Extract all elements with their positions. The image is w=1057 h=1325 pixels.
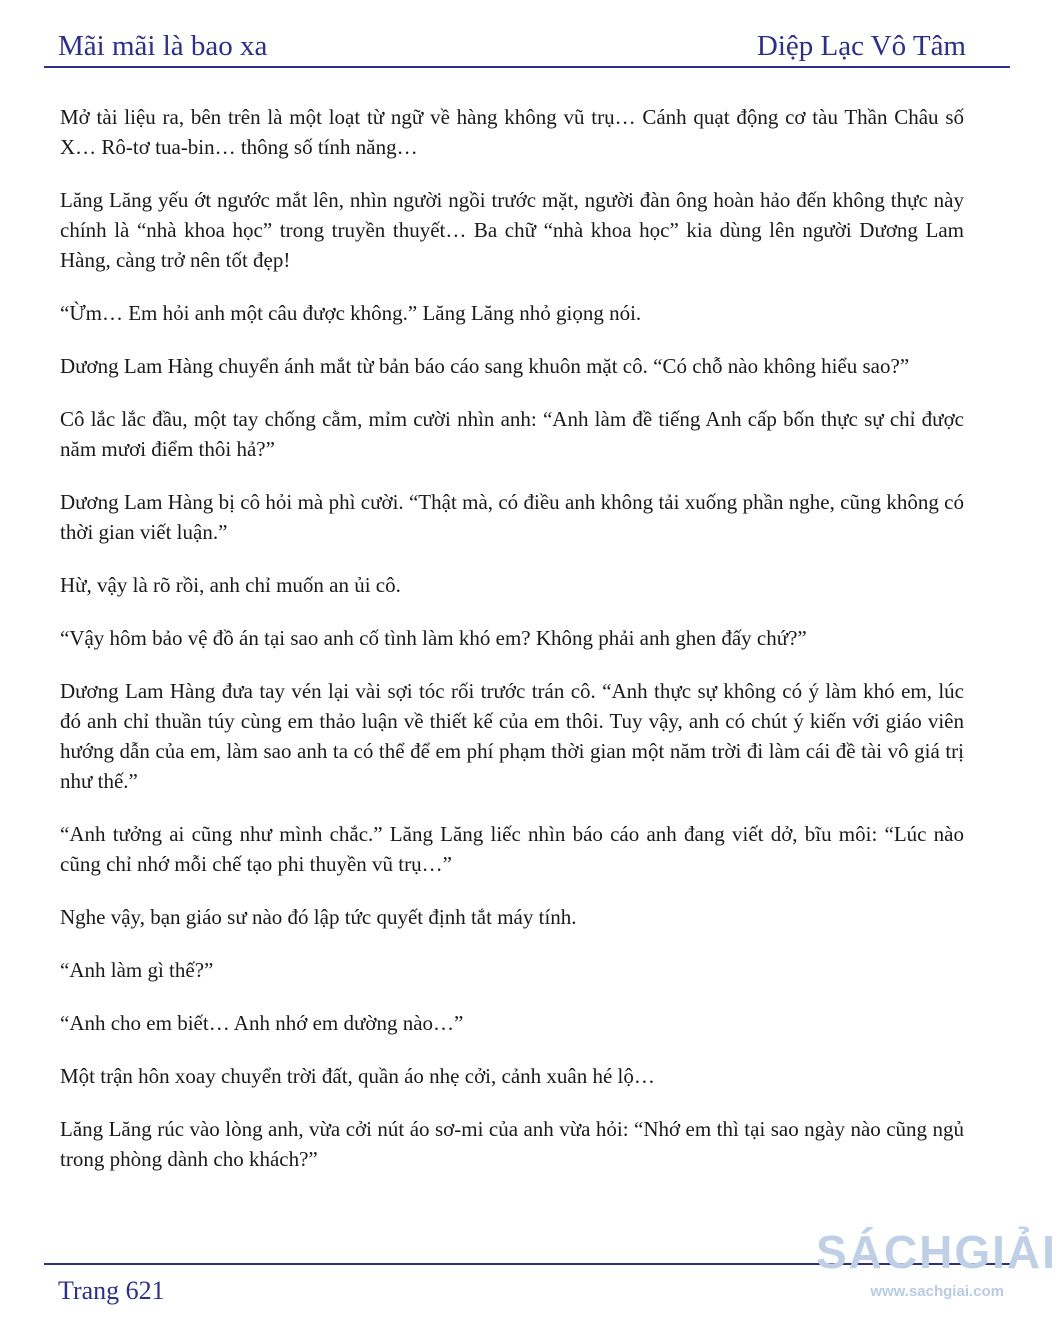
- page-number: Trang 621: [58, 1276, 165, 1305]
- paragraph: Nghe vậy, bạn giáo sư nào đó lập tức quyết định tắt máy tính.: [60, 905, 577, 929]
- paragraph: “Vậy hôm bảo vệ đồ án tại sao anh cố tình làm khó em? Không phải anh ghen đấy chứ?”: [60, 626, 807, 650]
- watermark-logo: [816, 1222, 1057, 1322]
- paragraph: Hừ, vậy là rõ rồi, anh chỉ muốn an ủi cô.: [60, 573, 401, 597]
- header-divider: [44, 66, 1010, 68]
- paragraph: Lăng Lăng yếu ớt ngước mắt lên, nhìn người ngồi trước mặt, người đàn ông hoàn hảo đến không thực này chính là “nhà khoa học” trong truyền thuyết… Ba chữ “nhà khoa học” kia dùng lên người Dương Lam Hàng, càng trở nên tốt đẹp!: [60, 188, 964, 272]
- paragraph: “Anh làm gì thế?”: [60, 958, 214, 982]
- paragraph: Một trận hôn xoay chuyển trời đất, quần áo nhẹ cởi, cảnh xuân hé lộ…: [60, 1064, 655, 1088]
- watermark-url: www.sachgiai.com: [870, 1283, 1004, 1300]
- paragraph: “Anh cho em biết… Anh nhớ em dường nào…”: [60, 1011, 464, 1035]
- paragraph: Mở tài liệu ra, bên trên là một loạt từ ngữ về hàng không vũ trụ… Cánh quạt động cơ tàu Thần Châu số X… Rô-tơ tua-bin… thông số tính năng…: [60, 105, 964, 159]
- paragraph: “Anh tưởng ai cũng như mình chắc.” Lăng Lăng liếc nhìn báo cáo anh đang viết dở, bĩu môi: “Lúc nào cũng chỉ nhớ mỗi chế tạo phi thuyền vũ trụ…”: [60, 822, 964, 876]
- watermark-logo-text: SÁCHGIẢI: [816, 1226, 1057, 1278]
- paragraph: Cô lắc lắc đầu, một tay chống cằm, mỉm cười nhìn anh: “Anh làm đề tiếng Anh cấp bốn thực sự chỉ được năm mươi điểm thôi hả?”: [60, 407, 964, 461]
- paragraph: Lăng Lăng rúc vào lòng anh, vừa cởi nút áo sơ-mi của anh vừa hỏi: “Nhớ em thì tại sao ngày nào cũng ngủ trong phòng dành cho khách?”: [60, 1117, 964, 1171]
- author-name: Diệp Lạc Vô Tâm: [756, 30, 966, 62]
- page-header: [58, 24, 966, 64]
- paragraph: Dương Lam Hàng đưa tay vén lại vài sợi tóc rối trước trán cô. “Anh thực sự không có ý làm khó em, lúc đó anh chỉ thuần túy cùng em thảo luận về thiết kế của em thôi. Tuy vậy, anh có chút ý kiến với giáo viên hướng dẫn của em, làm sao anh ta có thể để em phí phạm thời gian một năm trời đi làm cái đề tài vô giá trị như thế.”: [60, 679, 964, 793]
- paragraph: “Ừm… Em hỏi anh một câu được không.” Lăng Lăng nhỏ giọng nói.: [60, 301, 642, 325]
- paragraph: Dương Lam Hàng chuyển ánh mắt từ bản báo cáo sang khuôn mặt cô. “Có chỗ nào không hiểu sao?”: [60, 354, 910, 378]
- paragraph: Dương Lam Hàng bị cô hỏi mà phì cười. “Thật mà, có điều anh không tải xuống phần nghe, cũng không có thời gian viết luận.”: [60, 490, 964, 544]
- book-title: Mãi mãi là bao xa: [58, 30, 268, 62]
- page-body: [60, 102, 964, 1197]
